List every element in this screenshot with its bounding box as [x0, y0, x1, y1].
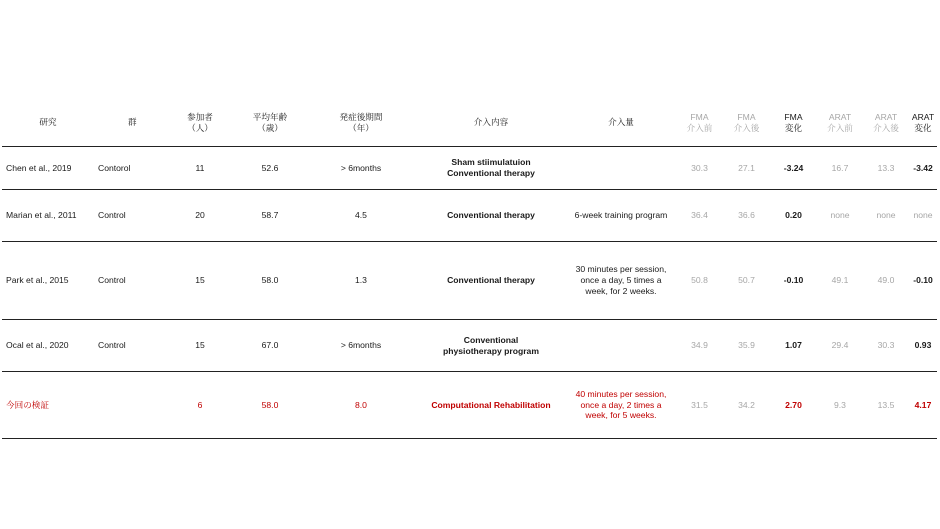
cell-intervention: Computational Rehabilitation — [416, 372, 566, 439]
cell-age: 67.0 — [234, 320, 306, 372]
cell-fma-post: 27.1 — [723, 147, 770, 190]
cell-arat-change: none — [909, 190, 937, 242]
header-fma-pre: FMA 介入前 — [676, 99, 723, 147]
header-participants: 参加者 （人） — [166, 99, 234, 147]
comparison-table — [2, 99, 937, 439]
cell-arat-change: -3.42 — [909, 147, 937, 190]
cell-intervention: Sham stiimulatuion Conventional therapy — [416, 147, 566, 190]
cell-group — [94, 372, 166, 439]
cell-dose: 30 minutes per session, once a day, 5 times a week, for 2 weeks. — [566, 242, 676, 320]
cell-age: 52.6 — [234, 147, 306, 190]
cell-arat-change: -0.10 — [909, 242, 937, 320]
cell-arat-post: 13.5 — [863, 372, 909, 439]
cell-dose — [566, 320, 676, 372]
cell-arat-pre: 49.1 — [817, 242, 863, 320]
cell-fma-change: 2.70 — [770, 372, 817, 439]
cell-arat-pre: 29.4 — [817, 320, 863, 372]
cell-fma-change: 1.07 — [770, 320, 817, 372]
header-row — [2, 99, 937, 147]
cell-intervention: Conventional physiotherapy program — [416, 320, 566, 372]
header-age: 平均年齢 （歳） — [234, 99, 306, 147]
cell-fma-change: 0.20 — [770, 190, 817, 242]
cell-arat-change: 4.17 — [909, 372, 937, 439]
cell-dose: 6-week training program — [566, 190, 676, 242]
cell-study: Ocal et al., 2020 — [2, 320, 94, 372]
cell-arat-post: none — [863, 190, 909, 242]
cell-group: Control — [94, 190, 166, 242]
cell-fma-post: 35.9 — [723, 320, 770, 372]
cell-arat-post: 49.0 — [863, 242, 909, 320]
cell-participants: 15 — [166, 242, 234, 320]
table-row — [2, 320, 937, 372]
cell-fma-pre: 50.8 — [676, 242, 723, 320]
cell-group: Contorol — [94, 147, 166, 190]
cell-fma-pre: 36.4 — [676, 190, 723, 242]
table-row — [2, 147, 937, 190]
header-group: 群 — [94, 99, 166, 147]
header-study: 研究 — [2, 99, 94, 147]
header-arat-change: ARAT 変化 — [909, 99, 937, 147]
cell-age: 58.0 — [234, 372, 306, 439]
cell-arat-post: 30.3 — [863, 320, 909, 372]
table-row — [2, 190, 937, 242]
cell-age: 58.0 — [234, 242, 306, 320]
table-row-highlight — [2, 372, 937, 439]
cell-group: Control — [94, 242, 166, 320]
cell-dose: 40 minutes per session, once a day, 2 times a week, for 5 weeks. — [566, 372, 676, 439]
cell-fma-change: -3.24 — [770, 147, 817, 190]
cell-participants: 11 — [166, 147, 234, 190]
cell-intervention: Conventional therapy — [416, 242, 566, 320]
cell-participants: 6 — [166, 372, 234, 439]
cell-age: 58.7 — [234, 190, 306, 242]
header-arat-post: ARAT 介入後 — [863, 99, 909, 147]
header-fma-change: FMA 変化 — [770, 99, 817, 147]
cell-study: 今回の検証 — [2, 372, 94, 439]
header-dose: 介入量 — [566, 99, 676, 147]
cell-arat-pre: 9.3 — [817, 372, 863, 439]
table-row — [2, 242, 937, 320]
cell-fma-pre: 31.5 — [676, 372, 723, 439]
cell-fma-post: 50.7 — [723, 242, 770, 320]
cell-intervention: Conventional therapy — [416, 190, 566, 242]
cell-onset: 1.3 — [306, 242, 416, 320]
cell-fma-post: 36.6 — [723, 190, 770, 242]
header-intervention: 介入内容 — [416, 99, 566, 147]
cell-arat-pre: 16.7 — [817, 147, 863, 190]
cell-onset: 8.0 — [306, 372, 416, 439]
cell-fma-change: -0.10 — [770, 242, 817, 320]
cell-onset: > 6months — [306, 320, 416, 372]
cell-fma-pre: 34.9 — [676, 320, 723, 372]
header-onset: 発症後期間 （年） — [306, 99, 416, 147]
cell-study: Park et al., 2015 — [2, 242, 94, 320]
cell-participants: 20 — [166, 190, 234, 242]
cell-arat-change: 0.93 — [909, 320, 937, 372]
cell-arat-post: 13.3 — [863, 147, 909, 190]
cell-study: Chen et al., 2019 — [2, 147, 94, 190]
cell-study: Marian et al., 2011 — [2, 190, 94, 242]
cell-fma-post: 34.2 — [723, 372, 770, 439]
header-arat-pre: ARAT 介入前 — [817, 99, 863, 147]
cell-onset: > 6months — [306, 147, 416, 190]
cell-participants: 15 — [166, 320, 234, 372]
cell-fma-pre: 30.3 — [676, 147, 723, 190]
cell-onset: 4.5 — [306, 190, 416, 242]
cell-dose — [566, 147, 676, 190]
cell-group: Control — [94, 320, 166, 372]
header-fma-post: FMA 介入後 — [723, 99, 770, 147]
cell-arat-pre: none — [817, 190, 863, 242]
